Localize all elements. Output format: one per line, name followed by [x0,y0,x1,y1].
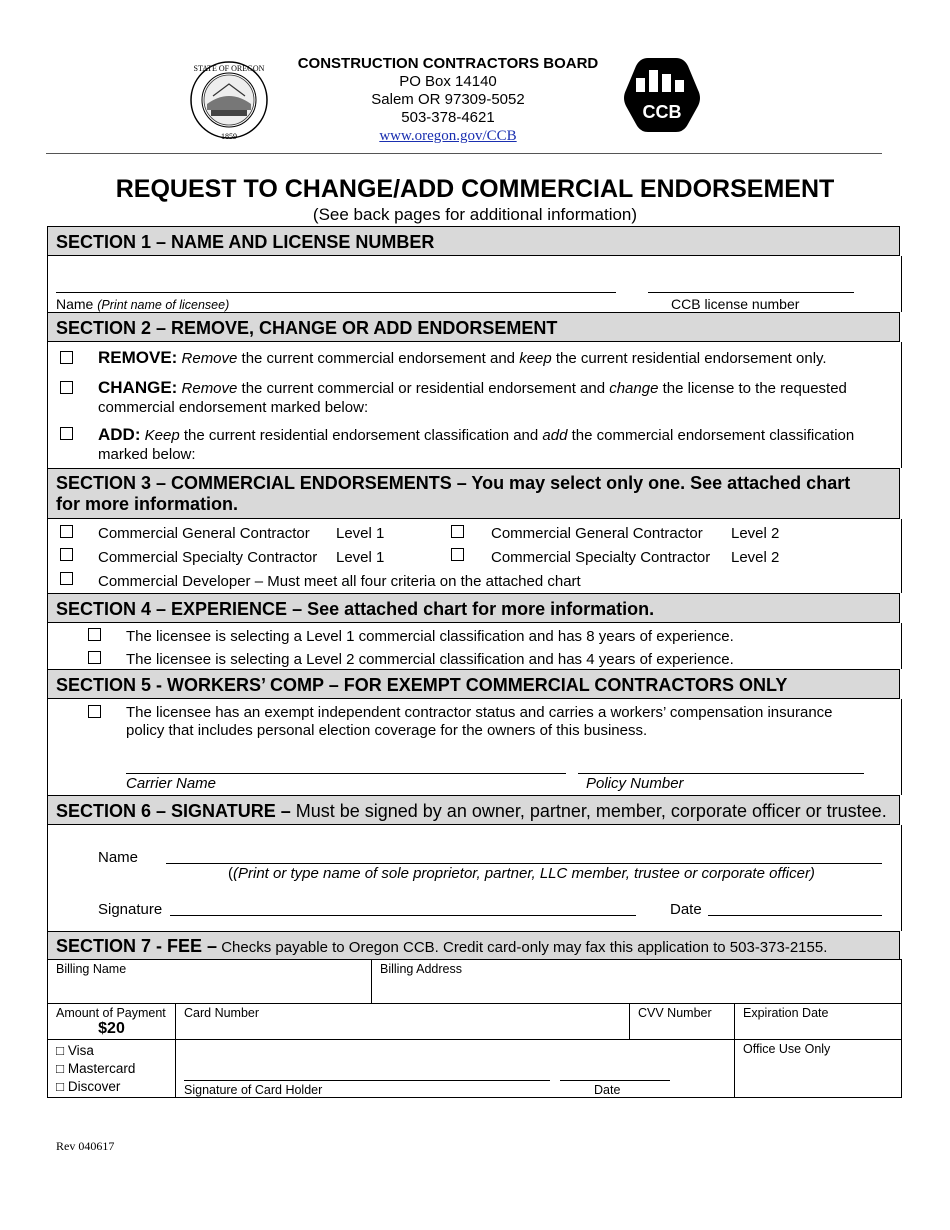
signature-date-field[interactable] [708,915,882,916]
signer-name-field[interactable] [166,863,882,864]
cvv-cell[interactable] [629,1003,735,1040]
card-holder-date-field[interactable] [560,1080,670,1081]
section-3-body [47,519,902,593]
cgc-level-1-checkbox[interactable] [60,525,73,538]
exempt-status-checkbox[interactable] [88,705,101,718]
change-text-4: the license to the requested [658,380,847,397]
licensee-name-label [56,296,229,312]
card-visa-option[interactable]: □ Visa [56,1043,94,1058]
cgc-level-2-name: Commercial General Contractor [491,525,703,542]
add-text-2: the current residential endorsement classification and [179,427,543,444]
carrier-name-field[interactable] [126,773,566,774]
cgc-level-2-level: Level 2 [731,525,780,542]
name-hint: (Print name of licensee) [97,298,230,312]
cgc-level-1-level: Level 1 [336,525,385,542]
form-title: REQUEST TO CHANGE/ADD COMMERCIAL ENDORSEMENT [115,175,835,203]
csc-level-2-name: Commercial Specialty Contractor [491,549,711,566]
amount-cell [47,1003,176,1040]
office-use-label: Office Use Only [743,1042,831,1056]
developer-text: Commercial Developer – Must meet all four criteria on the attached chart [98,573,581,590]
section-5-heading [47,669,900,699]
card-holder-date-label: Date [594,1083,621,1097]
section-3-title-2: for more information. [56,494,239,514]
card-visa-label: Visa [67,1043,94,1058]
card-mastercard-label: Mastercard [67,1061,136,1076]
add-checkbox[interactable] [60,427,73,440]
seal-text: STATE OF OREGON [193,64,265,73]
section-4-heading [47,593,900,623]
exempt-line-1: The licensee has an exempt independent contractor status and carries a workers’ compensation insurance [126,704,833,721]
billing-name-label: Billing Name [56,962,127,976]
section-3-heading [47,468,900,519]
card-number-label: Card Number [184,1006,260,1020]
remove-text-3: keep [519,350,552,367]
section-2-heading [47,312,900,342]
card-mastercard-option[interactable]: □ Mastercard [56,1061,136,1076]
signature-label: Signature [98,901,163,918]
form-subtitle: (See back pages for additional information) [312,205,638,224]
signer-name-label: Name [98,849,139,866]
org-name: CONSTRUCTION CONTRACTORS BOARD [297,55,599,72]
change-text-3: change [609,380,659,397]
seal-year: 1859 [221,132,237,141]
remove-label: REMOVE: [98,348,178,367]
policy-number-field[interactable] [578,773,864,774]
remove-checkbox[interactable] [60,351,73,364]
remove-text-2: the current commercial endorsement and [237,350,520,367]
section-6-body [47,825,902,931]
add-text-1: Keep [144,427,180,444]
card-discover-label: Discover [67,1079,121,1094]
license-number-label: CCB license number [671,296,800,312]
add-text-4: the commercial endorsement classification [567,427,855,444]
csc-level-2-level: Level 2 [731,549,780,566]
website-link[interactable]: www.oregon.gov/CCB [379,128,517,144]
section-6-title: SECTION 6 – SIGNATURE – [56,801,291,821]
phone: 503-378-4621 [401,109,495,126]
change-text-5: commercial endorsement marked below: [98,399,369,416]
expiration-label: Expiration Date [743,1006,829,1020]
section-1-heading [47,226,900,256]
section-2-body [47,342,902,468]
section-7-title: SECTION 7 - FEE – [56,936,218,956]
card-type-cell [47,1039,176,1098]
section-1-body [47,256,902,312]
name-label: Name [56,296,94,312]
remove-text-4: the current residential endorsement only. [551,350,827,367]
section-4-body [47,623,902,669]
change-label: CHANGE: [98,378,178,397]
csc-level-1-checkbox[interactable] [60,548,73,561]
developer-checkbox[interactable] [60,572,73,585]
cgc-level-1-name: Commercial General Contractor [98,525,310,542]
address-line-1: PO Box 14140 [399,73,497,90]
revision-code: Rev 040617 [56,1139,115,1153]
add-option-text [98,425,854,445]
signature-field[interactable] [170,915,636,916]
letterhead [0,0,950,160]
amount-label: Amount of Payment [56,1006,166,1020]
experience-level-1-text: The licensee is selecting a Level 1 commercial classification and has 8 years of experience. [126,628,734,645]
csc-level-2-checkbox[interactable] [451,548,464,561]
change-checkbox[interactable] [60,381,73,394]
section-7-heading [47,931,900,960]
cgc-level-2-checkbox[interactable] [451,525,464,538]
experience-level-2-checkbox[interactable] [88,651,101,664]
change-text-1: Remove [181,380,238,397]
section-4-title: SECTION 4 – EXPERIENCE – See attached chart for more information. [56,599,655,619]
csc-level-1-level: Level 1 [336,549,385,566]
card-holder-signature-label: Signature of Card Holder [184,1083,323,1097]
header-divider [46,153,882,154]
policy-number-label: Policy Number [586,775,684,792]
expiration-cell[interactable] [734,1003,902,1040]
signer-name-hint-text: (Print or type name of sole proprietor, partner, LLC member, trustee or corporate officer) [233,865,815,882]
experience-level-2-text: The licensee is selecting a Level 2 commercial classification and has 4 years of experience. [126,651,734,668]
add-text-3: add [542,427,568,444]
card-holder-signature-field[interactable] [184,1080,550,1081]
signature-date-label: Date [670,901,702,918]
change-option-text [98,378,847,398]
section-5-title: SECTION 5 - WORKERS’ COMP – FOR EXEMPT COMMERCIAL CONTRACTORS ONLY [56,675,788,695]
ccb-logo-icon [622,54,702,134]
section-5-body [47,699,902,795]
carrier-name-label: Carrier Name [126,775,217,792]
add-label: ADD: [98,425,141,444]
card-holder-signature-cell [175,1039,735,1098]
remove-option-text [98,348,827,368]
section-3-title-1: SECTION 3 – COMMERCIAL ENDORSEMENTS – You may select only one. See attached chart [56,473,851,493]
license-number-field[interactable] [648,292,854,293]
section-1-title: SECTION 1 – NAME AND LICENSE NUMBER [56,232,435,252]
organization-block [250,55,646,145]
billing-name-cell[interactable] [47,959,372,1004]
cvv-label: CVV Number [638,1006,712,1020]
csc-level-1-name: Commercial Specialty Contractor [98,549,318,566]
exempt-line-2: policy that includes personal election coverage for the owners of this business. [126,722,648,739]
amount-value: $20 [98,1020,125,1037]
card-number-cell[interactable] [175,1003,630,1040]
change-text-2: the current commercial or residential endorsement and [237,380,610,397]
card-discover-option[interactable]: □ Discover [56,1079,121,1094]
billing-address-label: Billing Address [380,962,462,976]
add-text-5: marked below: [98,446,196,463]
billing-address-cell[interactable] [371,959,902,1004]
address-line-2: Salem OR 97309-5052 [371,91,525,108]
logo-text: CCB [642,102,682,122]
office-use-cell [734,1039,902,1098]
section-2-title: SECTION 2 – REMOVE, CHANGE OR ADD ENDORSEMENT [56,318,558,338]
signer-name-hint: ((Print or type name of sole proprietor, partner, LLC member, trustee or corporate officer) [228,865,815,882]
section-7-subtitle: Checks payable to Oregon CCB. Credit card-only may fax this application to 503-373-2155. [217,939,828,956]
section-6-heading [47,795,900,825]
experience-level-1-checkbox[interactable] [88,628,101,641]
section-6-subtitle: Must be signed by an owner, partner, member, corporate officer or trustee. [290,801,887,821]
remove-text-1: Remove [181,350,238,367]
licensee-name-field[interactable] [56,292,616,293]
